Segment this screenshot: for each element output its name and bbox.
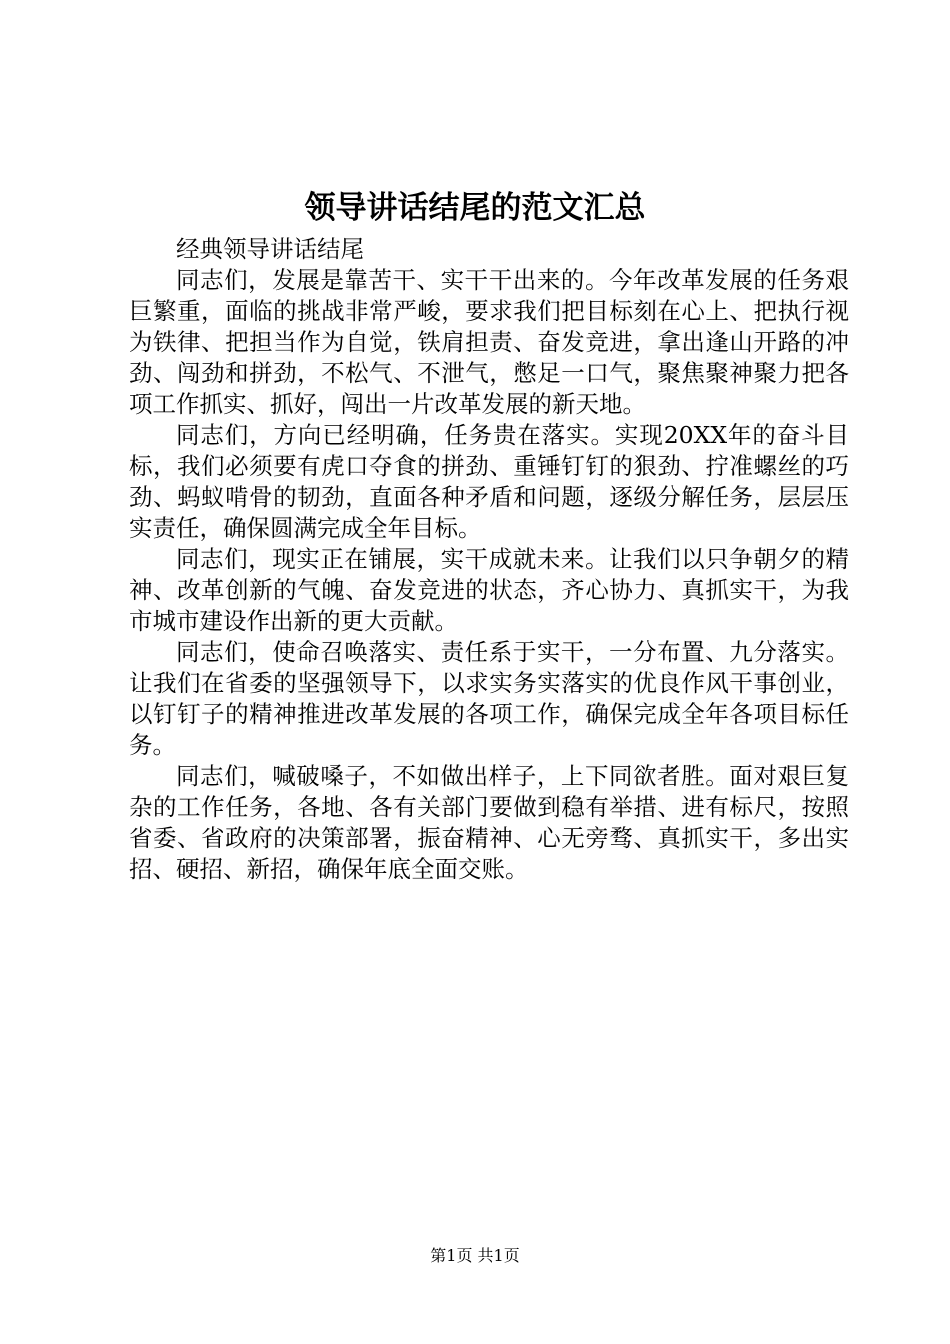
page-footer: 第1页 共1页 [430,1246,520,1265]
document-title: 领导讲话结尾的范文汇总 [304,190,646,226]
document-subheading: 经典领导讲话结尾 [176,235,364,263]
body-paragraph-2: 同志们，方向已经明确，任务贵在落实。实现20XX年的奋斗目标，我们必须要有虎口夺食的拼劲、重锤钉钉的狠劲、拧准螺丝的巧劲、蚂蚁啃骨的韧劲，直面各种矛盾和问题，逐级分解任务，层层压实责任，确保圆满完成全年目标。 [129,421,849,542]
body-paragraph-5: 同志们，喊破嗓子，不如做出样子，上下同欲者胜。面对艰巨复杂的工作任务，各地、各有关部门要做到稳有举措、进有标尺，按照省委、省政府的决策部署，振奋精神、心无旁骛、真抓实干，多出实招、硬招、新招，确保年底全面交账。 [129,762,849,883]
document-body [129,234,849,885]
body-paragraph-1: 同志们，发展是靠苦干、实干干出来的。今年改革发展的任务艰巨繁重，面临的挑战非常严峻，要求我们把目标刻在心上、把执行视为铁律、把担当作为自觉，铁肩担责、奋发竞进，拿出逢山开路的冲劲、闯劲和拼劲，不松气、不泄气，憋足一口气，聚焦聚神聚力把各项工作抓实、抓好，闯出一片改革发展的新天地。 [129,266,849,418]
body-paragraph-4: 同志们，使命召唤落实、责任系于实干，一分布置、九分落实。让我们在省委的坚强领导下，以求实务实落实的优良作风干事创业，以钉钉子的精神推进改革发展的各项工作，确保完成全年各项目标任务。 [129,638,849,759]
body-paragraph-3: 同志们，现实正在铺展，实干成就未来。让我们以只争朝夕的精神、改革创新的气魄、奋发竞进的状态，齐心协力、真抓实干，为我市城市建设作出新的更大贡献。 [129,545,849,635]
